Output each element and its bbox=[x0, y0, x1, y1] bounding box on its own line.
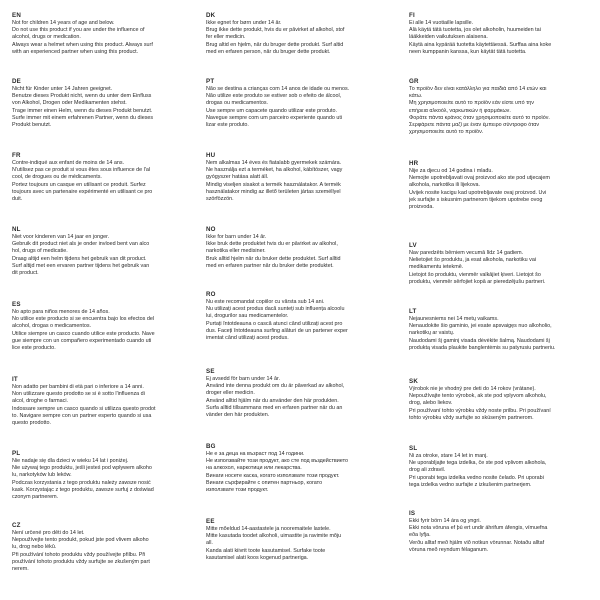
language-code: FR bbox=[12, 152, 21, 159]
warning-line: Ekki nota vöruna ef þú ert undir áhrifum áfengis, vímuefna bbox=[409, 525, 548, 532]
warning-block-hr bbox=[409, 160, 600, 211]
warning-line: Verðu alltaf með hjálm við notkun vörunnar. Notaðu alltaf bbox=[409, 539, 545, 546]
warning-line: Surfa alltid tillsammans med en erfaren partner när du an bbox=[206, 404, 343, 411]
warning-line: Ikke for barn under 14 år. bbox=[206, 234, 267, 240]
warning-line: Pri uporabi tega izdelka vedno nosite čelado. Pri uporabi bbox=[409, 474, 544, 481]
warning-line: Använd inte denna produkt om du är påverkad av alkohol, bbox=[206, 383, 345, 390]
warning-line: Σερφάρετε πάντα μαζί με έναν έμπειρο σύντροφο όταν bbox=[409, 122, 540, 129]
warning-line: Bruk alltid hjelm når du bruker dette produktet. Surf alltid bbox=[206, 255, 341, 262]
warning-block-dk bbox=[206, 12, 398, 56]
warning-line: Ne uporabljajte tega izdelka, če ste pod vplivom alkohola, bbox=[409, 460, 547, 467]
warning-block-bg bbox=[206, 443, 398, 494]
warning-line: Trage immer einen Helm, wenn du dieses Produkt benutzt. bbox=[12, 107, 153, 114]
warning-block-lt bbox=[409, 308, 600, 352]
warning-block-it bbox=[12, 376, 202, 427]
warning-line: duit. bbox=[12, 196, 23, 203]
language-code: DE bbox=[12, 78, 21, 85]
warning-line: χρησιμοποιείτε αυτό το προϊόν. bbox=[409, 129, 484, 136]
warning-line: alcol, droghe o farmaci. bbox=[12, 398, 69, 405]
language-code: SL bbox=[409, 445, 418, 452]
warning-block-sk bbox=[409, 378, 600, 422]
warning-line: Naudodami šį gaminį visada dėvėkite šalmą. Naudodami šį bbox=[409, 337, 550, 344]
warning-block-pl bbox=[12, 450, 202, 501]
warning-line: Non adatto per bambini di età pari o inferiore a 14 anni. bbox=[12, 384, 144, 390]
warning-line: produktą visada plaukite banglentėmis su patyrusiu partneriu. bbox=[409, 344, 556, 351]
warning-line: med en erfaren person, når du bruger dette produkt. bbox=[206, 48, 331, 55]
warning-line: Brug altid en hjelm, når du bruger dette produkt. Surf altid bbox=[206, 41, 344, 48]
warning-line: imentat când utilizați acest produs. bbox=[206, 335, 289, 342]
warning-line: Při používání tohoto produktu vždy používejte přilbu. Při bbox=[12, 551, 146, 558]
warning-line: Mitte mõeldud 14-aastastele ja nooremaitele lastele. bbox=[206, 526, 331, 532]
warning-block-pt bbox=[206, 78, 398, 129]
warning-line: Kanda alati kiivrit toote kasutamisel. Surfake toote bbox=[206, 547, 326, 554]
warning-block-is bbox=[409, 510, 600, 554]
warning-line: Ekki fyrir börn 14 ára og yngri. bbox=[409, 518, 481, 524]
warning-line: Non utilizzare questo prodotto se si è sotto l'influenza di bbox=[12, 391, 145, 398]
language-code: IT bbox=[12, 376, 18, 383]
warning-line: Benutze dieses Produkt nicht, wenn du unter dem Einfluss bbox=[12, 93, 152, 100]
language-code: LV bbox=[409, 242, 417, 249]
warning-line: lu, drog nebo léků. bbox=[12, 544, 57, 551]
warning-block-ro bbox=[206, 291, 398, 342]
warning-line: Nie nadaje się dla dzieci w wieku 14 lat i poniżej. bbox=[12, 458, 129, 464]
warning-block-de bbox=[12, 78, 202, 129]
warning-line: Nav paredzēts bērniem vecumā līdz 14 gadiem. bbox=[409, 250, 524, 256]
warning-line: Nu utilizați acest produs dacă sunteți sub influența alcoolu bbox=[206, 306, 345, 313]
warning-block-en bbox=[12, 12, 202, 56]
warning-line: Använd alltid hjälm när du använder den här produkten. bbox=[206, 397, 339, 404]
warning-line: Indossare sempre un casco quando si utilizza questo prodot bbox=[12, 405, 156, 412]
warning-block-cz bbox=[12, 522, 202, 573]
warning-line: alcohol, drogas o medicamentos. bbox=[12, 323, 92, 330]
warning-line: cool, de drogues ou de médicaments. bbox=[12, 174, 102, 181]
warning-line: lui, drogurilor sau medicamentelor. bbox=[206, 313, 289, 320]
warning-sheet bbox=[12, 12, 592, 596]
warning-block-sl bbox=[409, 445, 600, 489]
warning-line: Not for children 14 years of age and below. bbox=[12, 20, 115, 26]
warning-block-gr bbox=[409, 78, 600, 136]
warning-line: използвате този продукт. bbox=[206, 487, 269, 494]
warning-line: narkotika eller medisiner. bbox=[206, 248, 266, 255]
warning-line: gue siempre con un compañero experimentado cuando uti bbox=[12, 337, 152, 344]
warning-line: medikamentu ietekmē. bbox=[409, 264, 464, 271]
warning-line: Não se destina a crianças com 14 anos de idade ou menos. bbox=[206, 86, 350, 92]
language-code: EN bbox=[12, 12, 21, 19]
warning-line: Винаги носете каска, когато използвате този продукт. bbox=[206, 472, 340, 479]
warning-line: Lietojot šo produktu, vienmēr valkājiet ķiveri. Lietojot šo bbox=[409, 271, 541, 278]
warning-line: Ikke bruk dette produktet hvis du er påvirket av alkohol, bbox=[206, 241, 338, 248]
warning-line: Portez toujours un casque en utilisant ce produit. Surfez bbox=[12, 181, 146, 188]
warning-line: kasutamisel alati koos kogenud partneriga. bbox=[206, 554, 309, 561]
warning-line: Není určené pro děti do 14 let. bbox=[12, 530, 85, 536]
warning-line: Výrobok nie je vhodný pre deti do 14 rokov (vrátane). bbox=[409, 386, 536, 392]
language-code: GR bbox=[409, 78, 419, 85]
warning-line: Nenaudokite šio gaminio, jei esate apsvaigęs nuo alkoholio, bbox=[409, 323, 552, 330]
warning-line: Ni za otroke, stare 14 let in manj. bbox=[409, 453, 488, 459]
warning-line: Nu este recomandat copiilor cu vârsta sub 14 ani. bbox=[206, 299, 325, 305]
warning-line: neen kumppanin kanssa, kun käytät tätä tuotetta. bbox=[409, 48, 527, 55]
warning-line: vöruna með reyndum félaganum. bbox=[409, 546, 489, 553]
warning-line: Nemojte upotrebljavati ovaj proizvod ako ste pod utjecajem bbox=[409, 175, 550, 182]
warning-line: Contre-indiqué aux enfant de moins de 14 ans. bbox=[12, 160, 125, 166]
warning-line: gyógyszer hatása alatt áll. bbox=[206, 174, 269, 181]
warning-line: επήρεια αλκοόλ, ναρκωτικών ή φαρμάκων. bbox=[409, 107, 511, 114]
warning-line: Nepoužívajte tento výrobok, ak ste pod vplyvom alkoholu, bbox=[409, 393, 547, 400]
warning-line: Nie używaj tego produktu, jeśli jesteś pod wpływem alkoho bbox=[12, 465, 152, 472]
language-code: HR bbox=[409, 160, 419, 167]
language-code: SE bbox=[206, 368, 215, 375]
warning-block-nl bbox=[12, 226, 202, 277]
warning-line: lääkkeiden vaikutuksen alaisena. bbox=[409, 34, 488, 41]
warning-line: Nelietojiet šo produktu, ja esat alkohola, narkotiku vai bbox=[409, 257, 537, 264]
warning-line: szörfözzön. bbox=[206, 196, 234, 203]
warning-line: N'utilisez pas ce produit si vous êtes sous influence de l'al bbox=[12, 167, 151, 174]
warning-line: Pri používaní tohto výrobku vždy noste prilbu. Pri používaní bbox=[409, 407, 551, 414]
warning-line: alcohol, drugs or medication. bbox=[12, 34, 81, 41]
language-code: HU bbox=[206, 152, 216, 159]
warning-line: Не е за деца на възраст под 14 години. bbox=[206, 451, 305, 457]
language-code: CZ bbox=[12, 522, 21, 529]
warning-line: jek surfajte s iskusnim partnerom tijekom upotrebe ovog bbox=[409, 196, 543, 203]
warning-line: Μη χρησιμοποιείτε αυτό το προϊόν εάν είστε υπό την bbox=[409, 100, 534, 107]
warning-line: Uvijek nosite kacigu kad upotrebljavate ovaj proizvod. Uvi bbox=[409, 189, 547, 196]
warning-line: használatakor mindig az illető területen jártas személlyel bbox=[206, 188, 341, 195]
language-code: DK bbox=[206, 12, 216, 19]
warning-line: lice este producto. bbox=[12, 345, 56, 352]
warning-block-ee bbox=[206, 518, 398, 562]
warning-line: produktu, vienmēr sērfojiet kopā ar pieredzējušu partneri. bbox=[409, 278, 546, 285]
warning-line: tega izdelka vedno surfajte z izkušenim partnerjem. bbox=[409, 481, 532, 488]
warning-block-no bbox=[206, 226, 398, 270]
warning-line: Ikke egnet for børn under 14 år. bbox=[206, 20, 282, 26]
warning-line: Nije za djecu od 14 godina i mlađu. bbox=[409, 168, 493, 174]
warning-line: dit product. bbox=[12, 270, 39, 277]
warning-line: Ne használja ezt a terméket, ha alkohol, kábítószer, vagy bbox=[206, 167, 343, 174]
warning-line: kask. Korzystając z tego produktu, zawsze surfuj z doświad bbox=[12, 486, 154, 493]
warning-line: to. Navigare sempre con un partner esperto quando si usa bbox=[12, 412, 152, 419]
warning-line: Podczas korzystania z tego produktu należy zawsze nosić bbox=[12, 479, 151, 486]
language-code: NO bbox=[206, 226, 216, 233]
language-code: LT bbox=[409, 308, 417, 315]
language-code: PL bbox=[12, 450, 21, 457]
warning-block-lv bbox=[409, 242, 600, 286]
warning-line: toujours avec un partenaire expérimenté en utilisant ce pro bbox=[12, 188, 153, 195]
language-code: BG bbox=[206, 443, 216, 450]
warning-line: používání tohoto produktu vždy surfujte se zkušeným part bbox=[12, 558, 150, 565]
warning-line: Gebruik dit product niet als je onder invloed bent van alco bbox=[12, 241, 150, 248]
warning-line: von Alkohol, Drogen oder Medikamenten stehst. bbox=[12, 100, 127, 107]
warning-line: Navegue sempre com um parceiro experiente quando uti bbox=[206, 114, 343, 121]
warning-line: Nepoužívejte tento produkt, pokud jste pod vlivem alkoho bbox=[12, 537, 149, 544]
warning-line: Το προϊόν δεν είναι κατάλληλο για παιδιά από 14 ετών και bbox=[409, 86, 547, 92]
warning-line: на алкохол, наркотици или лекарства. bbox=[206, 465, 302, 472]
warning-line: vänder den här produkten. bbox=[206, 412, 270, 419]
warning-line: Nicht für Kinder unter 14 Jahren geeignet. bbox=[12, 86, 113, 92]
warning-line: Винаги сърфирайте с опитен партньор, когато bbox=[206, 479, 323, 486]
warning-block-fi bbox=[409, 12, 600, 56]
warning-line: Mindig viseljen sisakot a termék használatakor. A termék bbox=[206, 181, 341, 188]
warning-line: Käytä aina kypärää tuotetta käytettäessä. Surffaa aina koke bbox=[409, 41, 552, 48]
warning-line: Älä käytä tätä tuotetta, jos olet alkoholin, huumeiden tai bbox=[409, 27, 541, 34]
warning-line: with an experienced partner when using this product. bbox=[12, 48, 139, 55]
warning-line: questo prodotto. bbox=[12, 420, 51, 427]
warning-line: drog, alebo liekov. bbox=[409, 400, 453, 407]
warning-line: hol, drugs of medicatie. bbox=[12, 248, 68, 255]
warning-line: Surfe immer mit einem erfahrenen Partner, wenn du dieses bbox=[12, 114, 154, 121]
warning-line: drog ali zdravil. bbox=[409, 467, 446, 474]
warning-line: eða lyfja. bbox=[409, 532, 431, 539]
warning-line: proizvoda. bbox=[409, 204, 434, 211]
language-code: FI bbox=[409, 12, 415, 19]
warning-line: fer eller medicin. bbox=[206, 34, 246, 41]
warning-line: med en erfaren partner når du bruker dette produktet. bbox=[206, 262, 334, 269]
warning-line: Nejaunesniems nei 14 metų vaikams. bbox=[409, 316, 499, 322]
warning-line: Mitte kasutada toodet alkoholi, uimastite ja ravimite mõju bbox=[206, 533, 342, 540]
warning-line: Ej avsedd för barn under 14 år. bbox=[206, 376, 281, 382]
language-code: RO bbox=[206, 291, 216, 298]
language-code: PT bbox=[206, 78, 215, 85]
warning-line: nerem. bbox=[12, 566, 29, 573]
warning-line: Produkt benutzt. bbox=[12, 122, 52, 129]
warning-line: drogas ou medicamentos. bbox=[206, 100, 269, 107]
warning-line: Use sempre um capacete quando utilizar este produto. bbox=[206, 107, 337, 114]
warning-line: droger eller medicin. bbox=[206, 390, 255, 397]
warning-block-se bbox=[206, 368, 398, 419]
warning-line: Φοράτε πάντα κράνος όταν χρησιμοποιείτε αυτό το προϊόν. bbox=[409, 114, 550, 121]
warning-line: tohto výrobku vždy surfujte so skúseným partnerom. bbox=[409, 414, 534, 421]
warning-line: Brug ikke dette produkt, hvis du er påvirket af alkohol, stof bbox=[206, 27, 345, 34]
warning-line: Não utilize este produto se estiver sob o efeito de álcool, bbox=[206, 93, 342, 100]
warning-block-es bbox=[12, 301, 202, 352]
warning-line: czonym partnerem. bbox=[12, 494, 59, 501]
warning-line: No utilice este producto si se encuentra bajo los efectos del bbox=[12, 316, 155, 323]
warning-line: lizar este produto. bbox=[206, 122, 249, 129]
language-code: SK bbox=[409, 378, 418, 385]
warning-line: lu, narkotyków lub leków. bbox=[12, 472, 72, 479]
warning-line: alkohola, narkotika ili lijekova. bbox=[409, 182, 481, 189]
language-code: IS bbox=[409, 510, 416, 517]
warning-line: Purtați întotdeauna o cască atunci când utilizați acest pro bbox=[206, 320, 343, 327]
warning-line: all. bbox=[206, 540, 213, 547]
warning-line: κάτω. bbox=[409, 93, 423, 100]
warning-line: Utilice siempre un casco cuando utilice este producto. Nave bbox=[12, 330, 155, 337]
warning-line: Always wear a helmet when using this product. Always surf bbox=[12, 41, 153, 48]
warning-line: Niet voor kinderen van 14 jaar en jonger. bbox=[12, 234, 110, 240]
warning-line: Nem alkalmas 14 éves és fiatalabb gyermekek számára. bbox=[206, 160, 342, 166]
warning-line: Draag altijd een helm tijdens het gebruik van dit product. bbox=[12, 255, 147, 262]
warning-line: narkotikų ar vaistų. bbox=[409, 330, 455, 337]
language-code: NL bbox=[12, 226, 21, 233]
warning-line: Не използвайте този продукт, ако сте под въздействието bbox=[206, 458, 349, 465]
language-code: ES bbox=[12, 301, 21, 308]
warning-line: No apto para niños menores de 14 años. bbox=[12, 309, 110, 315]
warning-block-fr bbox=[12, 152, 202, 203]
warning-block-hu bbox=[206, 152, 398, 203]
warning-line: Surf altijd met een ervaren partner tijdens het gebruik van bbox=[12, 262, 150, 269]
language-code: EE bbox=[206, 518, 215, 525]
warning-line: Ei alle 14 vuotiaille lapsille. bbox=[409, 20, 474, 26]
warning-line: Do not use this product if you are under the influence of bbox=[12, 27, 145, 34]
warning-line: dus. Faceți întotdeauna surfing alături de un partener exper bbox=[206, 327, 348, 334]
